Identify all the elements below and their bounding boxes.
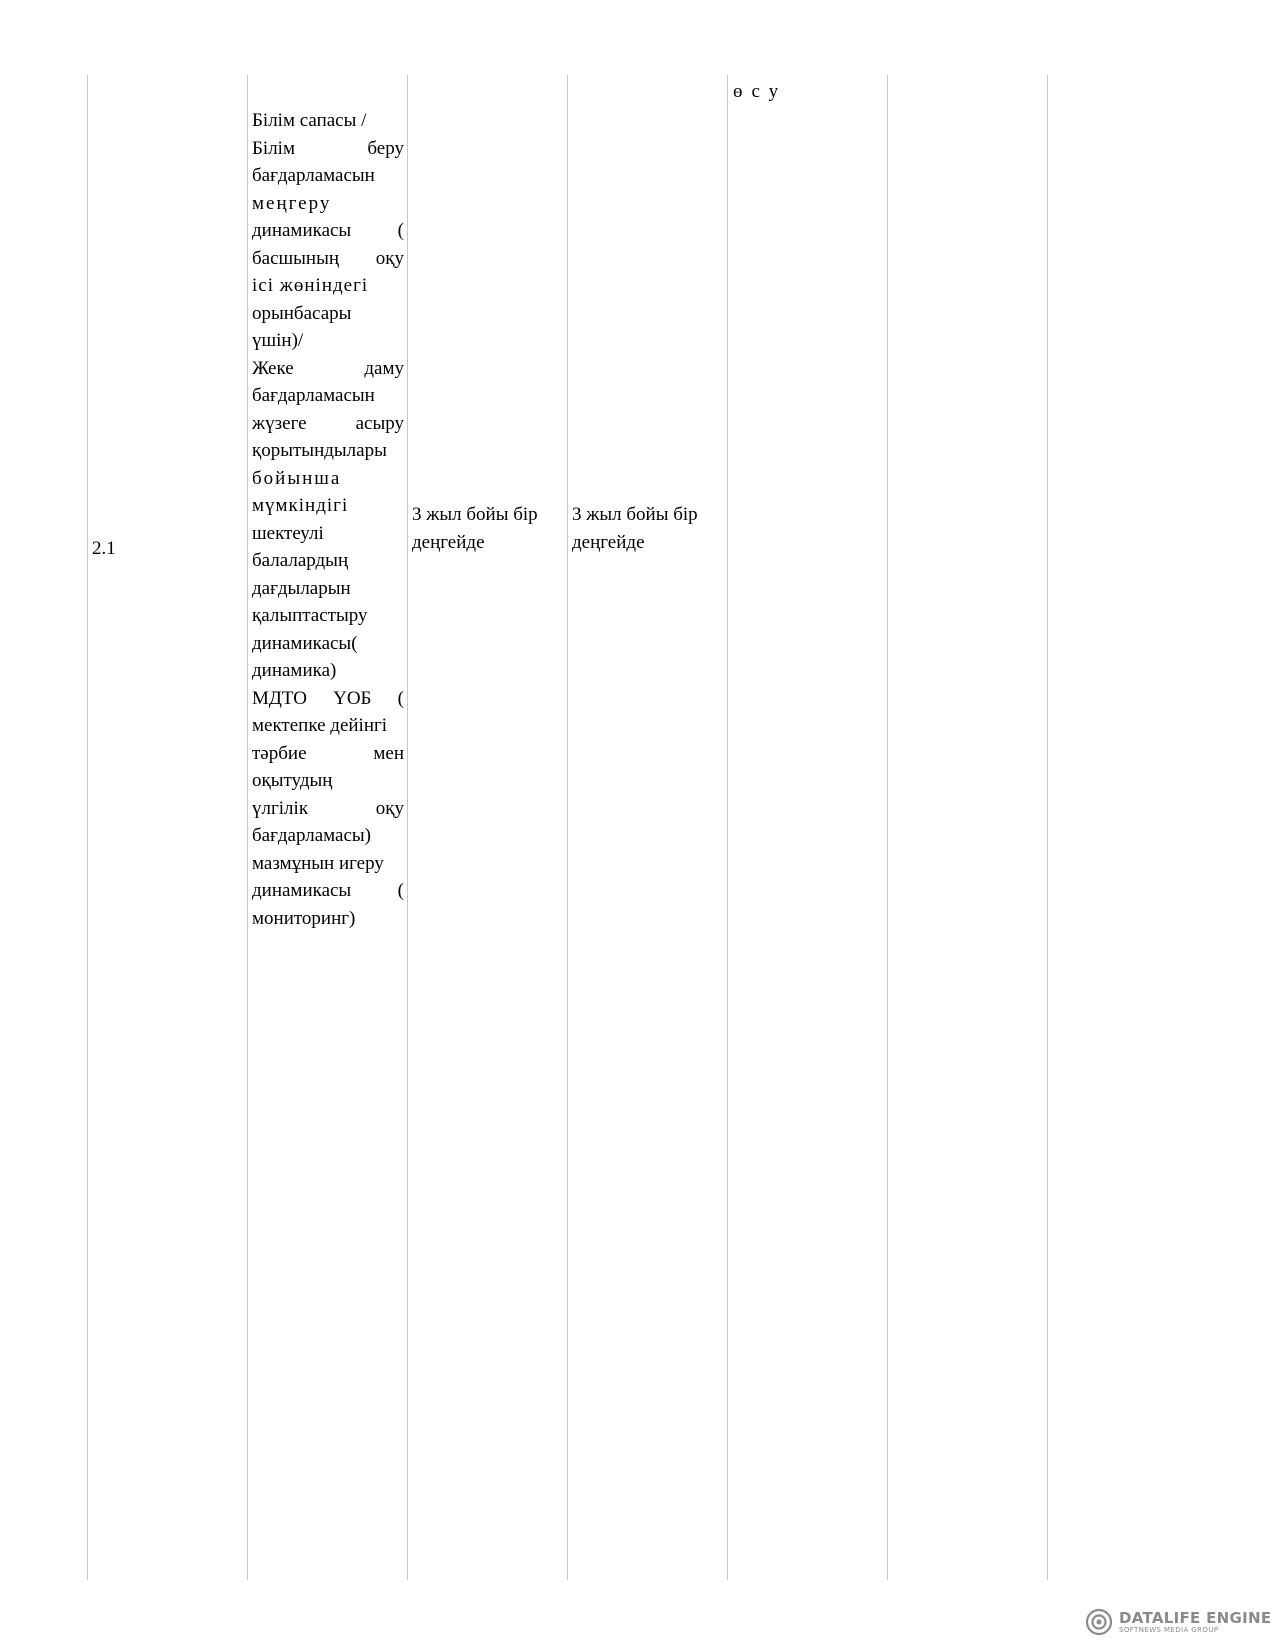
description-line: мазмұнын игеру	[252, 852, 384, 874]
description-line: бойынша	[252, 467, 342, 489]
description-line: орынбасары	[252, 302, 352, 324]
description-line: балалардың	[252, 550, 349, 571]
description-line: үшін)/	[252, 330, 304, 351]
description-line: бағдарламасы)	[252, 825, 372, 846]
description-line: динамикасы (	[252, 220, 404, 241]
table-border	[727, 75, 728, 1580]
description-line: Жеке даму	[252, 357, 404, 379]
description-line: динамикасы(	[252, 632, 358, 654]
description-line: тәрбие мен	[252, 742, 404, 764]
description-line: оқытудың	[252, 770, 333, 791]
description-line: динамикасы (	[252, 880, 404, 901]
row-number: 2.1	[92, 538, 116, 559]
description-line: үлгілік оқу	[252, 797, 404, 819]
table-border	[407, 75, 408, 1580]
description-line: басшының оқу	[252, 247, 404, 269]
description-line: Білім сапасы /	[252, 110, 367, 131]
description-line: дағдыларын	[252, 577, 351, 599]
description-line: шектеулі	[252, 522, 324, 544]
description-line: мүмкіндігі	[252, 495, 349, 516]
description-line: меңгеру	[252, 192, 332, 214]
description-line: мектепке дейінгі	[252, 715, 388, 736]
description-line: бағдарламасын	[252, 165, 375, 186]
eye-logo-icon	[1085, 1608, 1113, 1636]
watermark-title: DATALIFE ENGINE	[1119, 1608, 1272, 1627]
level-value: 3 жыл бойы бір деңгейде	[412, 504, 538, 553]
table-border	[887, 75, 888, 1580]
table-border	[567, 75, 568, 1580]
description-line: МДТО ҮОБ (	[252, 687, 404, 709]
description-line: қалыптастыру	[252, 605, 368, 626]
description-line: мониторинг)	[252, 907, 356, 929]
indicator-description	[252, 107, 404, 932]
watermark-subtitle: SOFTNEWS MEDIA GROUP	[1119, 1625, 1219, 1634]
table-border	[87, 75, 88, 1580]
description-line: жүзеге асыру	[252, 412, 404, 434]
level-value: 3 жыл бойы бір деңгейде	[572, 504, 698, 553]
trend-value: өсу	[733, 81, 788, 102]
description-line: динамика)	[252, 660, 337, 681]
description-line: Білім беру	[252, 137, 404, 159]
description-line: бағдарламасын	[252, 385, 375, 406]
watermark-logo	[1085, 1605, 1271, 1639]
description-line: ісі жөніндегі	[252, 275, 369, 296]
description-line: қорытындылары	[252, 440, 387, 461]
table-border	[1047, 75, 1048, 1580]
table-border	[247, 75, 248, 1580]
